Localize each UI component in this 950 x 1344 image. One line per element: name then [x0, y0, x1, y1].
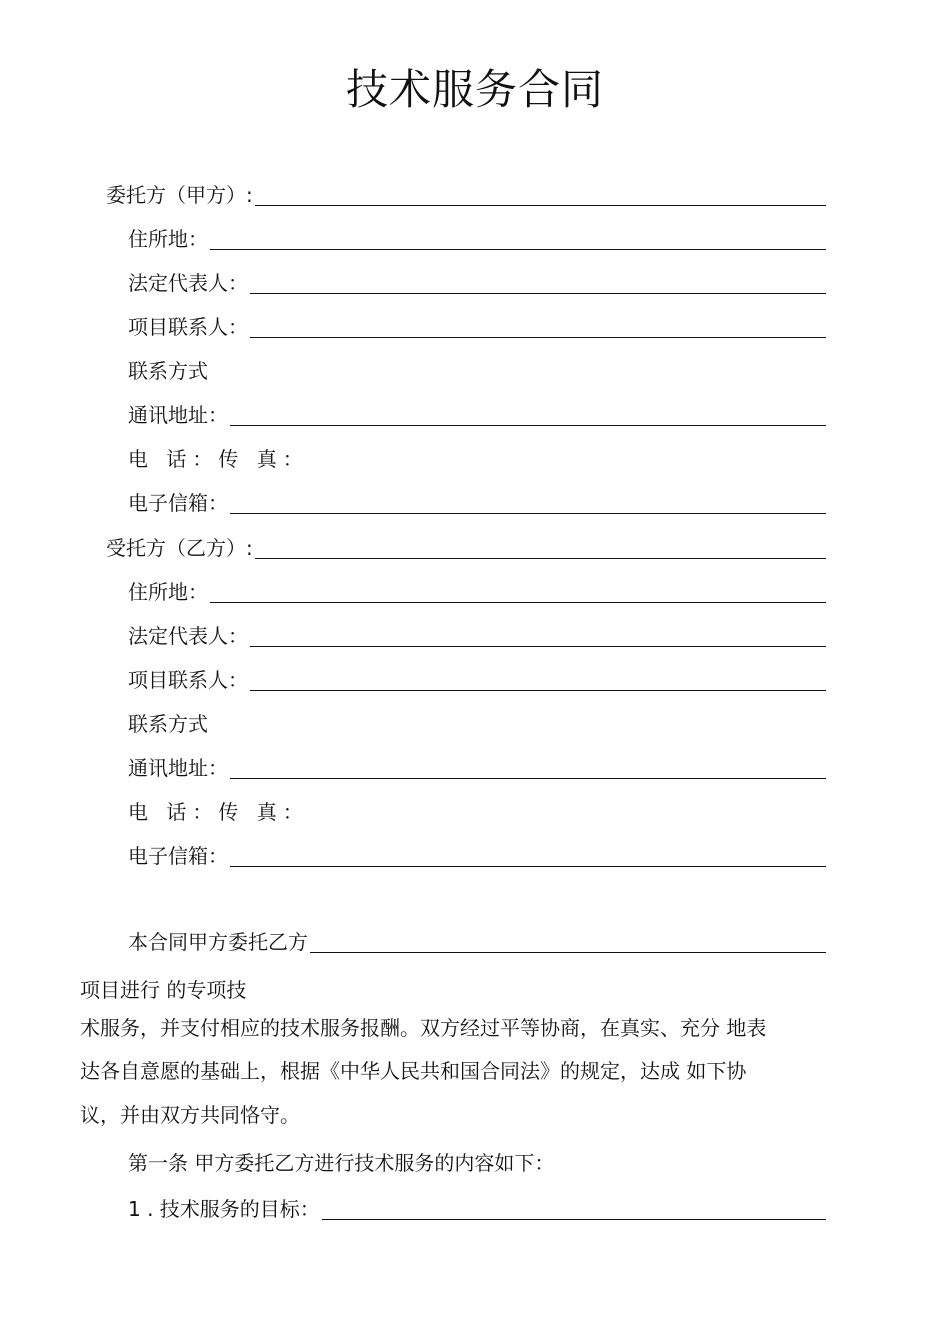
party-b-contact-person-blank[interactable] — [250, 670, 826, 691]
party-a-legal-rep-label: 法定代表人： — [128, 271, 248, 295]
party-b-address-label: 住所地： — [128, 580, 208, 604]
party-a-address-field[interactable] — [128, 224, 826, 254]
party-a-contact-person-field[interactable] — [128, 312, 826, 342]
party-a-name-blank[interactable] — [255, 185, 826, 206]
party-b-mailing-address-blank[interactable] — [230, 758, 826, 779]
party-b-phone-fax: 电 话：传 真： — [128, 800, 309, 824]
party-b-email-label: 电子信箱： — [128, 844, 228, 868]
party-b-contact-person-label: 项目联系人： — [128, 668, 248, 692]
body-line-4: 达各自意愿的基础上，根据《中华人民共和国合同法》的规定，达成 如下协 — [80, 1059, 747, 1083]
intro-field[interactable] — [128, 927, 826, 957]
item-1-blank[interactable] — [322, 1199, 826, 1220]
party-a-header: 委托方（甲方）: — [106, 183, 253, 207]
item-1-field[interactable] — [128, 1194, 826, 1224]
party-b-name-field[interactable] — [106, 533, 826, 563]
body-line-5: 议，并由双方共同恪守。 — [80, 1103, 300, 1127]
party-a-legal-rep-blank[interactable] — [250, 273, 826, 294]
party-a-mailing-address-label: 通讯地址： — [128, 403, 228, 427]
party-a-contact-person-blank[interactable] — [250, 317, 826, 338]
party-b-address-field[interactable] — [128, 577, 826, 607]
party-b-address-blank[interactable] — [210, 582, 826, 603]
party-b-legal-rep-blank[interactable] — [250, 626, 826, 647]
party-a-phone-fax: 电 话：传 真： — [128, 447, 309, 471]
party-a-address-label: 住所地： — [128, 227, 208, 251]
intro-blank[interactable] — [310, 932, 826, 953]
party-a-email-blank[interactable] — [230, 493, 826, 514]
article-1-heading: 第一条 甲方委托乙方进行技术服务的内容如下： — [128, 1151, 555, 1175]
party-a-contact-method: 联系方式 — [128, 359, 208, 383]
party-b-contact-method: 联系方式 — [128, 712, 208, 736]
party-b-header: 受托方（乙方）: — [106, 536, 253, 560]
party-b-mailing-address-label: 通讯地址： — [128, 756, 228, 780]
body-line-2: 项目进行 的专项技 — [80, 978, 247, 1002]
intro-label: 本合同甲方委托乙方 — [128, 930, 308, 954]
contract-title: 技术服务合同 — [345, 65, 604, 114]
party-a-legal-rep-field[interactable] — [128, 268, 826, 298]
party-a-email-field[interactable] — [128, 488, 826, 518]
party-b-legal-rep-field[interactable] — [128, 621, 826, 651]
party-b-mailing-address-field[interactable] — [128, 753, 826, 783]
party-a-address-blank[interactable] — [210, 229, 826, 250]
party-b-email-field[interactable] — [128, 841, 826, 871]
party-a-mailing-address-field[interactable] — [128, 400, 826, 430]
body-line-3: 术服务，并支付相应的技术服务报酬。双方经过平等协商，在真实、充分 地表 — [80, 1016, 767, 1040]
party-a-email-label: 电子信箱： — [128, 491, 228, 515]
party-b-contact-person-field[interactable] — [128, 665, 826, 695]
party-b-name-blank[interactable] — [255, 538, 826, 559]
item-1-label: 1 . 技术服务的目标： — [128, 1197, 320, 1221]
party-a-mailing-address-blank[interactable] — [230, 405, 826, 426]
party-b-email-blank[interactable] — [230, 846, 826, 867]
party-a-name-field[interactable] — [106, 180, 826, 210]
party-b-legal-rep-label: 法定代表人： — [128, 624, 248, 648]
party-a-contact-person-label: 项目联系人： — [128, 315, 248, 339]
